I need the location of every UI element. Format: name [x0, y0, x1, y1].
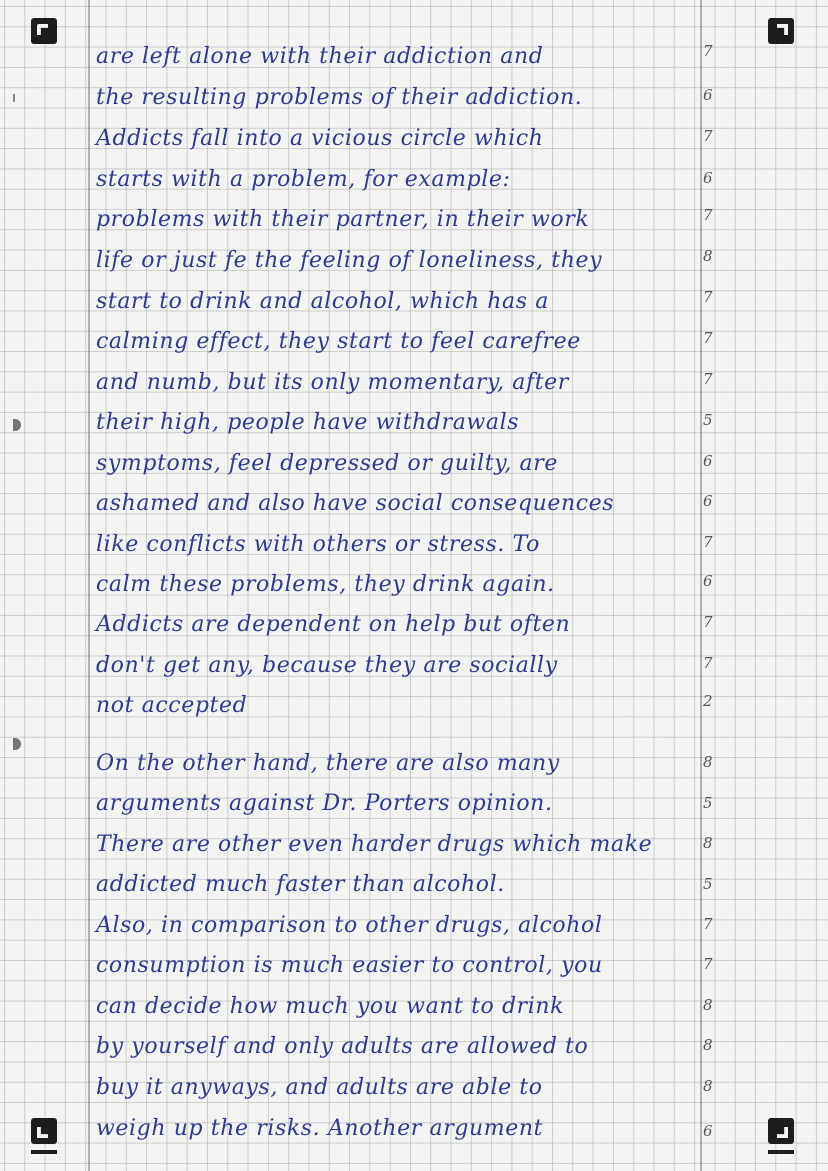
text-line: the resulting problems of their addiction.: [96, 85, 583, 110]
text-line: ashamed and also have social consequences: [96, 491, 615, 516]
text-line: There are other even harder drugs which make: [96, 832, 653, 857]
text-line: addicted much faster than alcohol.: [96, 872, 505, 897]
text-line: arguments against Dr. Porters opinion.: [96, 791, 553, 816]
text-line: buy it anyways, and adults are able to: [96, 1075, 543, 1100]
word-count: 7: [703, 533, 713, 551]
word-count: 2: [703, 692, 713, 710]
word-count: 5: [703, 875, 713, 893]
text-line: and numb, but its only momentary, after: [96, 370, 569, 395]
corner-marker-top-left-icon: [31, 18, 57, 44]
text-line: Also, in comparison to other drugs, alcohol: [96, 913, 603, 938]
punch-hole-icon: [13, 738, 21, 750]
text-line: calming effect, they start to feel carefree: [96, 329, 581, 354]
word-count: 6: [703, 86, 713, 104]
word-count: 7: [703, 654, 713, 672]
text-line: start to drink and alcohol, which has a: [96, 289, 549, 314]
right-margin-line: [700, 0, 702, 1171]
text-line: Addicts fall into a vicious circle which: [96, 126, 544, 151]
corner-tick-bottom-right: [768, 1150, 794, 1154]
word-count: 6: [703, 1122, 713, 1140]
word-count: 6: [703, 492, 713, 510]
word-count: 7: [703, 206, 713, 224]
text-line: are left alone with their addiction and: [96, 44, 544, 69]
text-line: calm these problems, they drink again.: [96, 572, 555, 597]
text-line: life or just fe the feeling of loneliness, they: [96, 248, 603, 273]
word-count: 7: [703, 915, 713, 933]
word-count: 7: [703, 288, 713, 306]
text-line: symptoms, feel depressed or guilty, are: [96, 451, 558, 476]
word-count: 8: [703, 996, 713, 1014]
word-count: 5: [703, 411, 713, 429]
corner-marker-top-right-icon: [768, 18, 794, 44]
text-line: starts with a problem, for example:: [96, 167, 511, 192]
text-line: don't get any, because they are socially: [96, 653, 558, 678]
text-line: can decide how much you want to drink: [96, 994, 565, 1019]
text-line: problems with their partner, in their work: [96, 207, 590, 232]
word-count: 7: [703, 127, 713, 145]
text-line: not accepted: [96, 693, 248, 718]
text-line: their high, people have withdrawals: [96, 410, 520, 435]
word-count: 7: [703, 370, 713, 388]
word-count: 7: [703, 42, 713, 60]
word-count: 8: [703, 753, 713, 771]
corner-tick-bottom-left: [31, 1150, 57, 1154]
word-count: 6: [703, 169, 713, 187]
corner-marker-bottom-left-icon: [31, 1118, 57, 1144]
text-line: On the other hand, there are also many: [96, 751, 560, 776]
text-line: weigh up the risks. Another argument: [96, 1116, 544, 1141]
word-count: 8: [703, 1036, 713, 1054]
text-line: consumption is much easier to control, you: [96, 953, 603, 978]
word-count: 7: [703, 613, 713, 631]
corner-marker-bottom-right-icon: [768, 1118, 794, 1144]
word-count: 5: [703, 794, 713, 812]
word-count: 6: [703, 452, 713, 470]
word-count: 8: [703, 247, 713, 265]
punch-hole-icon: [13, 419, 21, 431]
word-count: 8: [703, 1077, 713, 1095]
text-line: like conflicts with others or stress. To: [96, 532, 540, 557]
word-count: 7: [703, 955, 713, 973]
word-count: 6: [703, 572, 713, 590]
left-margin-line: [88, 0, 90, 1171]
text-line: Addicts are dependent on help but often: [96, 612, 571, 637]
word-count: 7: [703, 329, 713, 347]
text-line: by yourself and only adults are allowed to: [96, 1034, 589, 1059]
word-count: 8: [703, 834, 713, 852]
paper-mark: [13, 94, 15, 102]
